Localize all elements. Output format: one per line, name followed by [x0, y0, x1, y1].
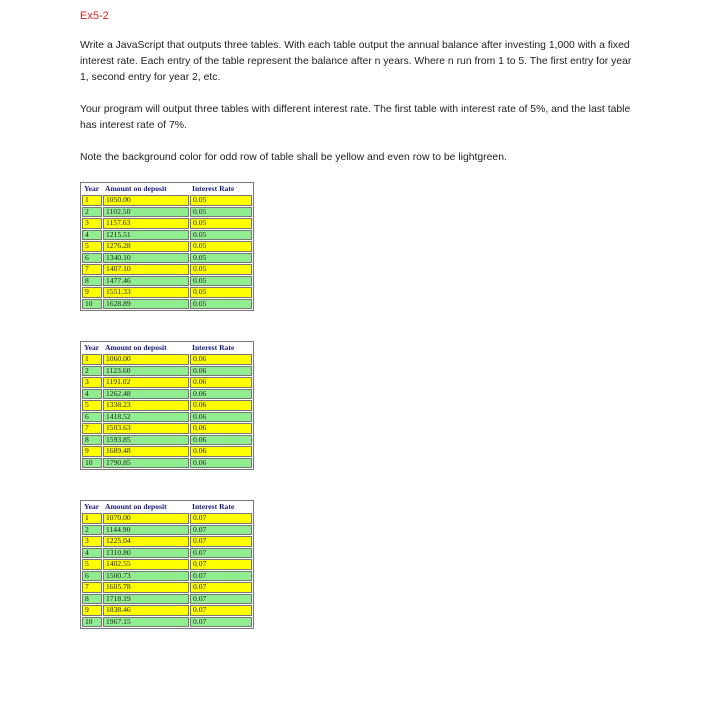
- year-cell: 3: [82, 377, 102, 388]
- table-row: [82, 605, 252, 616]
- year-header: Year: [84, 184, 100, 193]
- table-header-row: [82, 343, 252, 353]
- interest-rate-cell: 0.07: [190, 617, 252, 628]
- interest-rate-cell: 0.06: [190, 400, 252, 411]
- year-cell: 4: [82, 548, 102, 559]
- interest-rate-cell: 0.05: [190, 287, 252, 298]
- table-row: [82, 366, 252, 377]
- amount-cell: 1418.52: [103, 412, 189, 423]
- amount-cell: 1503.63: [103, 423, 189, 434]
- year-cell: 4: [82, 389, 102, 400]
- amount-header: Amount on deposit: [105, 343, 167, 352]
- interest-rate-header: Interest Rate: [192, 502, 235, 511]
- table-row: [82, 195, 252, 206]
- table-row: [82, 299, 252, 310]
- amount-cell: 1605.78: [103, 582, 189, 593]
- year-cell: 3: [82, 218, 102, 229]
- amount-header: Amount on deposit: [105, 184, 167, 193]
- table-row: [82, 582, 252, 593]
- year-cell: 7: [82, 423, 102, 434]
- year-cell: 8: [82, 276, 102, 287]
- interest-rate-cell: 0.07: [190, 594, 252, 605]
- amount-cell: 1276.28: [103, 241, 189, 252]
- interest-rate-cell: 0.07: [190, 605, 252, 616]
- year-cell: 6: [82, 571, 102, 582]
- year-cell: 2: [82, 207, 102, 218]
- year-cell: 9: [82, 446, 102, 457]
- year-cell: 6: [82, 253, 102, 264]
- year-header: Year: [84, 343, 100, 352]
- amount-cell: 1338.23: [103, 400, 189, 411]
- amount-cell: 1070.00: [103, 513, 189, 524]
- amount-header: Amount on deposit: [105, 502, 167, 511]
- year-cell: 8: [82, 435, 102, 446]
- interest-rate-cell: 0.07: [190, 548, 252, 559]
- table-row: [82, 276, 252, 287]
- amount-cell: 1967.15: [103, 617, 189, 628]
- interest-rate-cell: 0.05: [190, 241, 252, 252]
- year-cell: 2: [82, 366, 102, 377]
- interest-rate-cell: 0.07: [190, 536, 252, 547]
- year-cell: 5: [82, 241, 102, 252]
- interest-rate-cell: 0.05: [190, 207, 252, 218]
- year-cell: 7: [82, 582, 102, 593]
- interest-rate-cell: 0.06: [190, 354, 252, 365]
- amount-cell: 1310.80: [103, 548, 189, 559]
- table-row: [82, 218, 252, 229]
- interest-rate-header: Interest Rate: [192, 343, 235, 352]
- interest-rate-cell: 0.06: [190, 366, 252, 377]
- amount-cell: 1123.60: [103, 366, 189, 377]
- table-row: [82, 389, 252, 400]
- table-row: [82, 400, 252, 411]
- interest-rate-cell: 0.07: [190, 559, 252, 570]
- interest-rate-cell: 0.05: [190, 299, 252, 310]
- year-cell: 10: [82, 458, 102, 469]
- amount-cell: 1215.51: [103, 230, 189, 241]
- amount-cell: 1689.48: [103, 446, 189, 457]
- year-cell: 2: [82, 525, 102, 536]
- table-row: [82, 287, 252, 298]
- amount-cell: 1718.19: [103, 594, 189, 605]
- year-cell: 8: [82, 594, 102, 605]
- table-row: [82, 241, 252, 252]
- amount-cell: 1191.02: [103, 377, 189, 388]
- table-row: [82, 548, 252, 559]
- year-cell: 1: [82, 195, 102, 206]
- table-row: [82, 525, 252, 536]
- table-row: [82, 617, 252, 628]
- table-row: [82, 253, 252, 264]
- instruction-paragraph-3: Note the background color for odd row of table shall be yellow and even row to be lightgreen.: [80, 152, 507, 163]
- amount-cell: 1551.33: [103, 287, 189, 298]
- amount-cell: 1340.10: [103, 253, 189, 264]
- table-row: [82, 423, 252, 434]
- year-cell: 10: [82, 299, 102, 310]
- year-cell: 4: [82, 230, 102, 241]
- year-cell: 9: [82, 287, 102, 298]
- table-row: [82, 594, 252, 605]
- year-cell: 1: [82, 354, 102, 365]
- year-cell: 3: [82, 536, 102, 547]
- amount-cell: 1477.46: [103, 276, 189, 287]
- interest-rate-cell: 0.05: [190, 218, 252, 229]
- interest-rate-cell: 0.05: [190, 230, 252, 241]
- interest-rate-cell: 0.06: [190, 458, 252, 469]
- amount-cell: 1407.10: [103, 264, 189, 275]
- interest-table-1: [80, 182, 254, 311]
- year-cell: 9: [82, 605, 102, 616]
- table-row: [82, 458, 252, 469]
- table-row: [82, 536, 252, 547]
- interest-rate-cell: 0.05: [190, 264, 252, 275]
- interest-rate-cell: 0.06: [190, 423, 252, 434]
- table-row: [82, 513, 252, 524]
- amount-cell: 1102.50: [103, 207, 189, 218]
- amount-cell: 1790.85: [103, 458, 189, 469]
- interest-rate-cell: 0.05: [190, 253, 252, 264]
- interest-rate-cell: 0.06: [190, 435, 252, 446]
- interest-rate-cell: 0.05: [190, 195, 252, 206]
- amount-cell: 1402.55: [103, 559, 189, 570]
- interest-rate-cell: 0.06: [190, 377, 252, 388]
- table-row: [82, 377, 252, 388]
- amount-cell: 1157.63: [103, 218, 189, 229]
- interest-rate-cell: 0.06: [190, 446, 252, 457]
- table-row: [82, 230, 252, 241]
- amount-cell: 1838.46: [103, 605, 189, 616]
- interest-rate-cell: 0.05: [190, 276, 252, 287]
- year-cell: 5: [82, 559, 102, 570]
- table-row: [82, 571, 252, 582]
- interest-rate-cell: 0.06: [190, 389, 252, 400]
- interest-rate-cell: 0.07: [190, 582, 252, 593]
- interest-rate-cell: 0.07: [190, 525, 252, 536]
- amount-cell: 1050.00: [103, 195, 189, 206]
- amount-cell: 1500.73: [103, 571, 189, 582]
- table-row: [82, 412, 252, 423]
- table-row: [82, 446, 252, 457]
- exercise-title: Ex5-2: [80, 10, 109, 22]
- interest-rate-header: Interest Rate: [192, 184, 235, 193]
- interest-rate-cell: 0.06: [190, 412, 252, 423]
- interest-rate-cell: 0.07: [190, 571, 252, 582]
- amount-cell: 1060.00: [103, 354, 189, 365]
- year-header: Year: [84, 502, 100, 511]
- year-cell: 7: [82, 264, 102, 275]
- amount-cell: 1593.85: [103, 435, 189, 446]
- interest-table-3: [80, 500, 254, 629]
- year-cell: 10: [82, 617, 102, 628]
- table-row: [82, 264, 252, 275]
- year-cell: 1: [82, 513, 102, 524]
- instruction-paragraph-2: Your program will output three tables with different interest rate. The first table with interest rate of 5%, and the last table has interest rate of 7%.: [80, 104, 631, 131]
- amount-cell: 1628.89: [103, 299, 189, 310]
- table-row: [82, 435, 252, 446]
- year-cell: 5: [82, 400, 102, 411]
- amount-cell: 1144.90: [103, 525, 189, 536]
- table-row: [82, 559, 252, 570]
- table-row: [82, 354, 252, 365]
- table-header-row: [82, 184, 252, 194]
- table-header-row: [82, 502, 252, 512]
- interest-rate-cell: 0.07: [190, 513, 252, 524]
- year-cell: 6: [82, 412, 102, 423]
- interest-table-2: [80, 341, 254, 470]
- amount-cell: 1262.48: [103, 389, 189, 400]
- instruction-paragraph-1: Write a JavaScript that outputs three tables. With each table output the annual balance after investing 1,000 with a fixed interest rate. Each entry of the table represent the balance after n years. Where n run from 1 to 5. The first entry for year 1, second entry for year 2, etc.: [80, 40, 632, 83]
- amount-cell: 1225.04: [103, 536, 189, 547]
- table-row: [82, 207, 252, 218]
